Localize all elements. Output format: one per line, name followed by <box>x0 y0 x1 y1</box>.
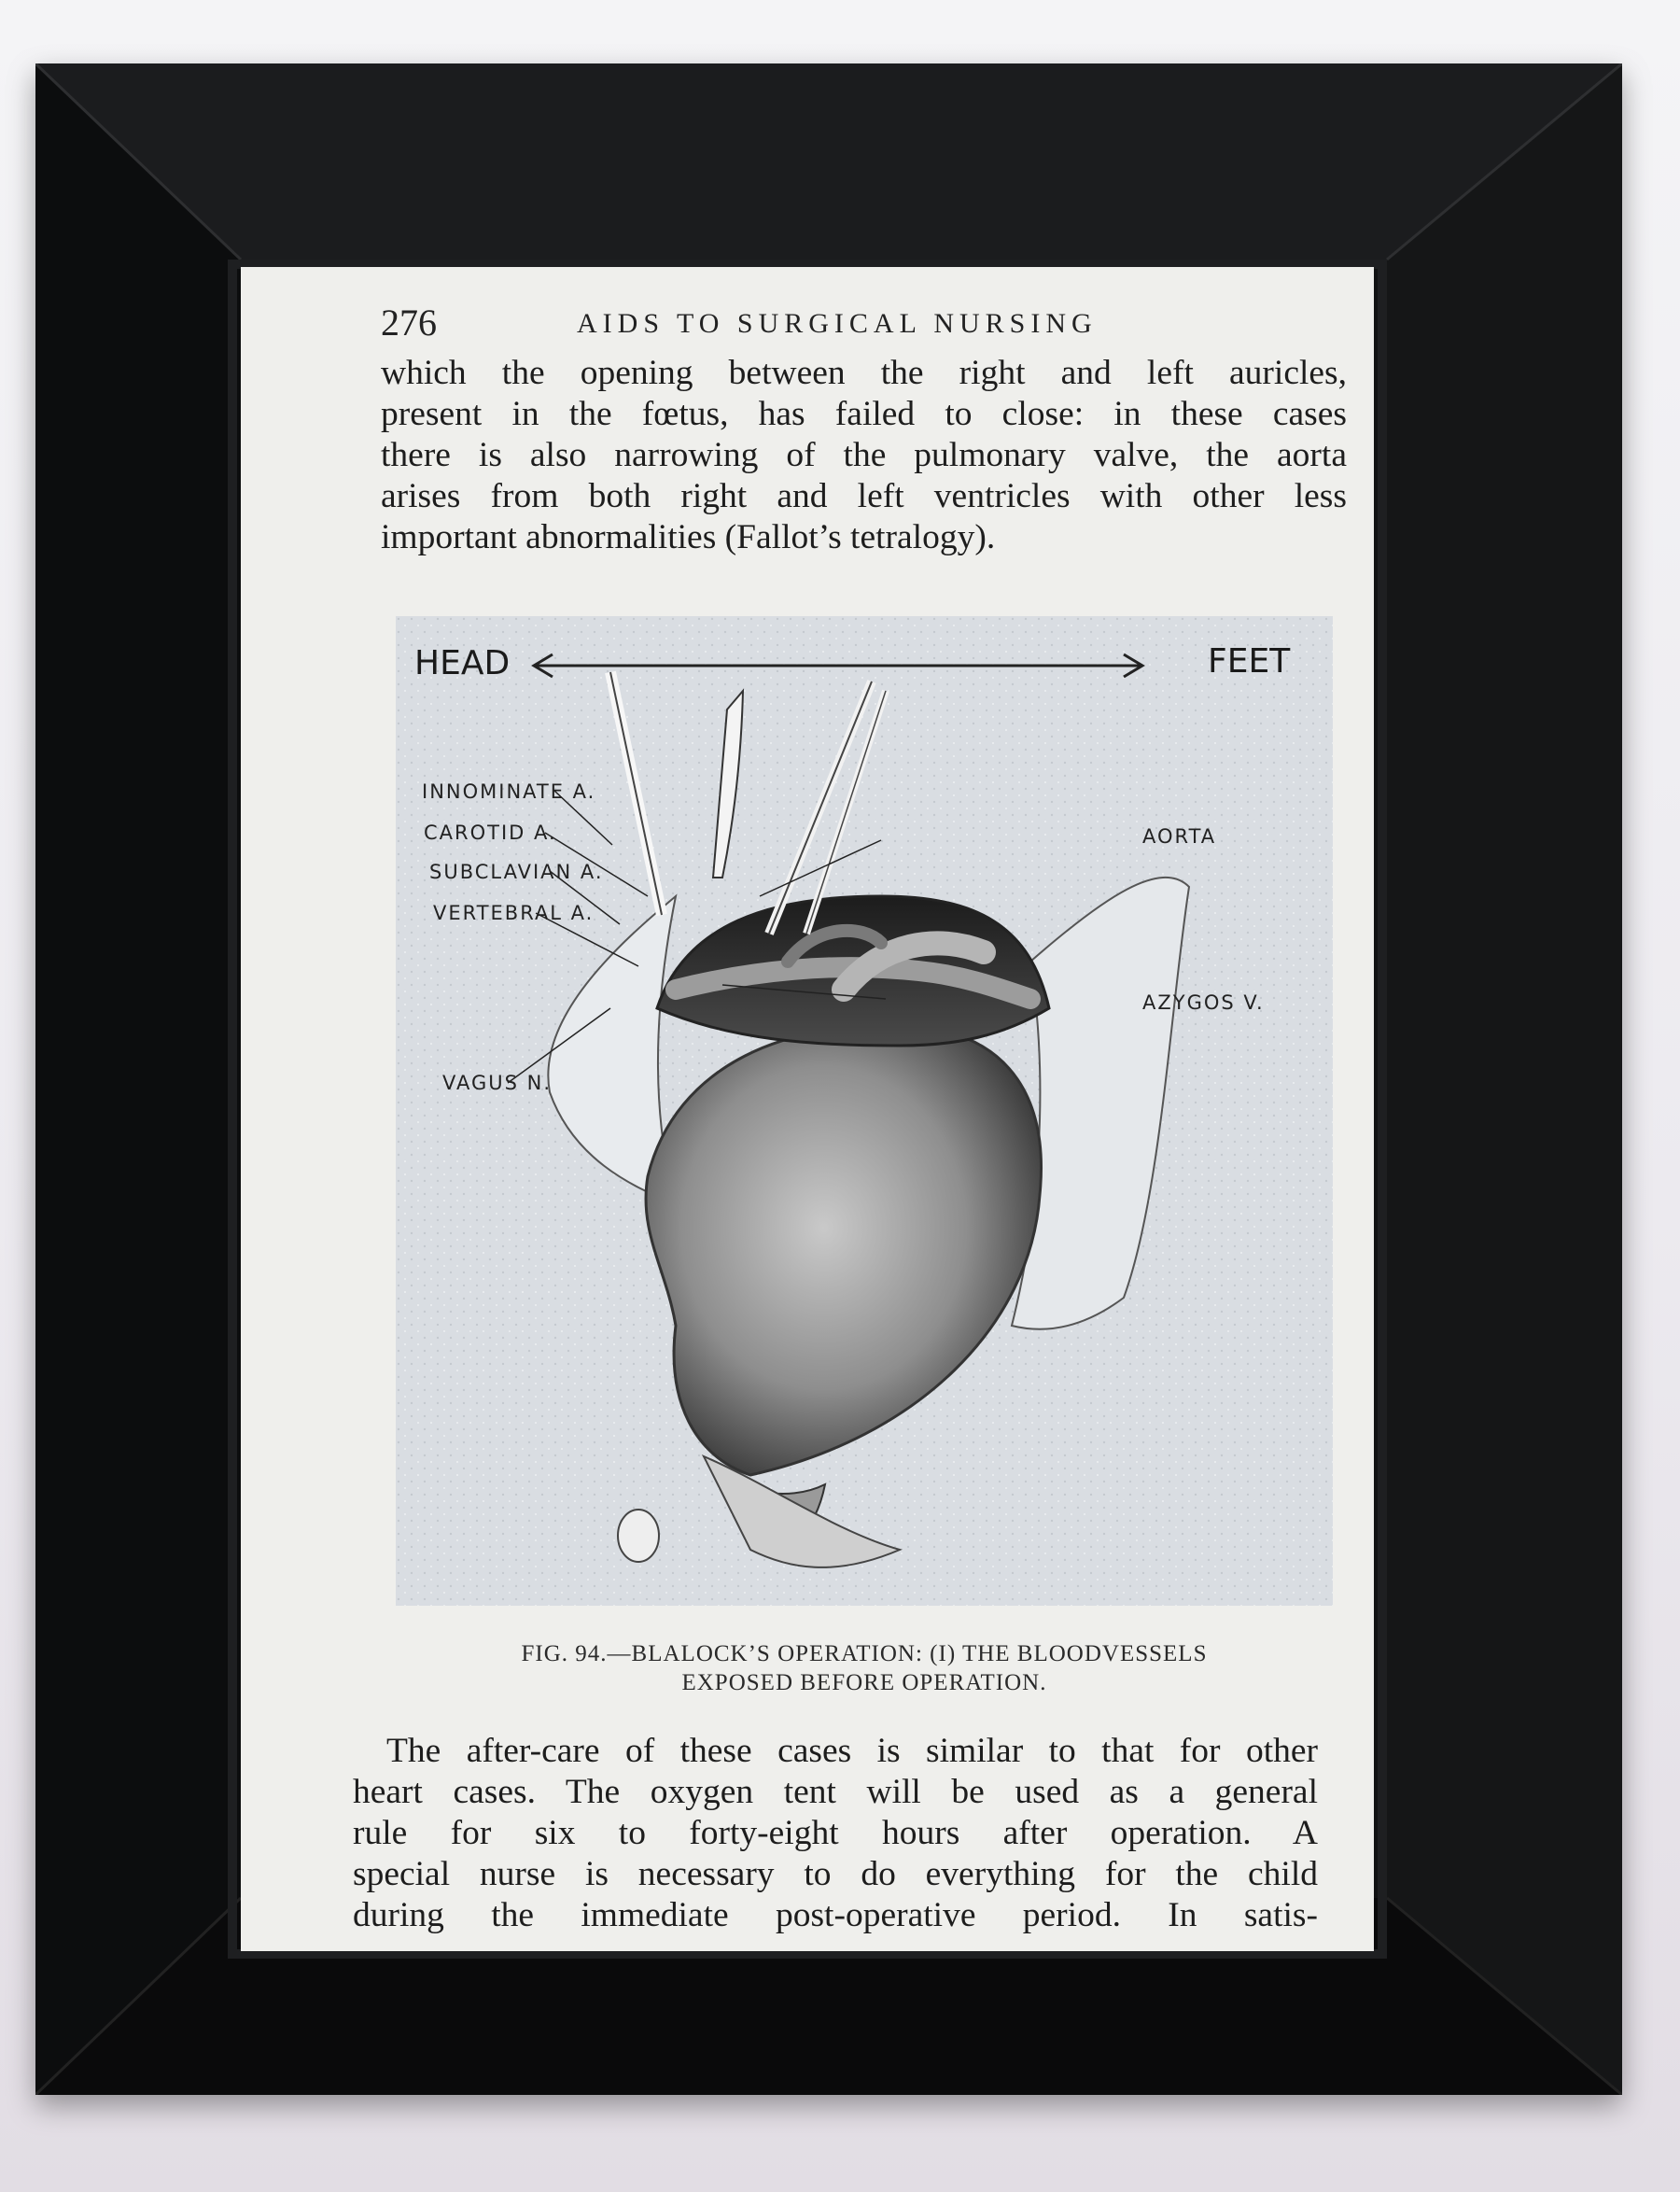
book-page <box>241 267 1374 1951</box>
text-line: there is also narrowing of the pulmonary valve, the aorta <box>381 436 1347 474</box>
vagus-label: VAGUS N. <box>442 1072 553 1094</box>
azygos-label: AZYGOS V. <box>1142 991 1265 1014</box>
paragraph-top <box>381 353 1347 558</box>
feet-direction-label: FEET <box>1208 642 1291 681</box>
caption-line: EXPOSED BEFORE OPERATION. <box>681 1670 1047 1695</box>
subclavian-label: SUBCLAVIAN A. <box>429 861 604 883</box>
page-header <box>381 301 1221 357</box>
anatomical-illustration <box>396 616 1333 1606</box>
text-line: arises from both right and left ventricles with other less <box>381 477 1347 515</box>
aorta-label: AORTA <box>1142 825 1217 848</box>
page-number: 276 <box>381 302 437 344</box>
text-line: heart cases. The oxygen tent will be used as a general <box>353 1773 1318 1811</box>
surgical-drawing <box>396 616 1333 1606</box>
innominate-label: INNOMINATE A. <box>422 780 596 803</box>
head-direction-label: HEAD <box>414 644 511 682</box>
text-line: special nurse is necessary to do everything for the child <box>353 1855 1318 1893</box>
carotid-label: CAROTID A. <box>424 822 557 844</box>
text-line: during the immediate post-operative period. In satis- <box>353 1896 1318 1934</box>
figure-caption <box>396 1639 1333 1697</box>
running-title: AIDS TO SURGICAL NURSING <box>577 308 1098 339</box>
paragraph-bottom <box>353 1731 1318 1936</box>
vertebral-label: VERTEBRAL A. <box>433 902 595 924</box>
text-line: important abnormalities (Fallot’s tetralogy). <box>381 518 996 556</box>
text-line: rule for six to forty-eight hours after operation. A <box>353 1814 1318 1852</box>
text-line: present in the fœtus, has failed to close: in these cases <box>381 395 1347 433</box>
text-line: The after-care of these cases is similar to that for other <box>386 1732 1318 1770</box>
text-line: which the opening between the right and left auricles, <box>381 354 1347 392</box>
caption-line: FIG. 94.—BLALOCK’S OPERATION: (I) THE BLOODVESSELS <box>521 1641 1208 1666</box>
